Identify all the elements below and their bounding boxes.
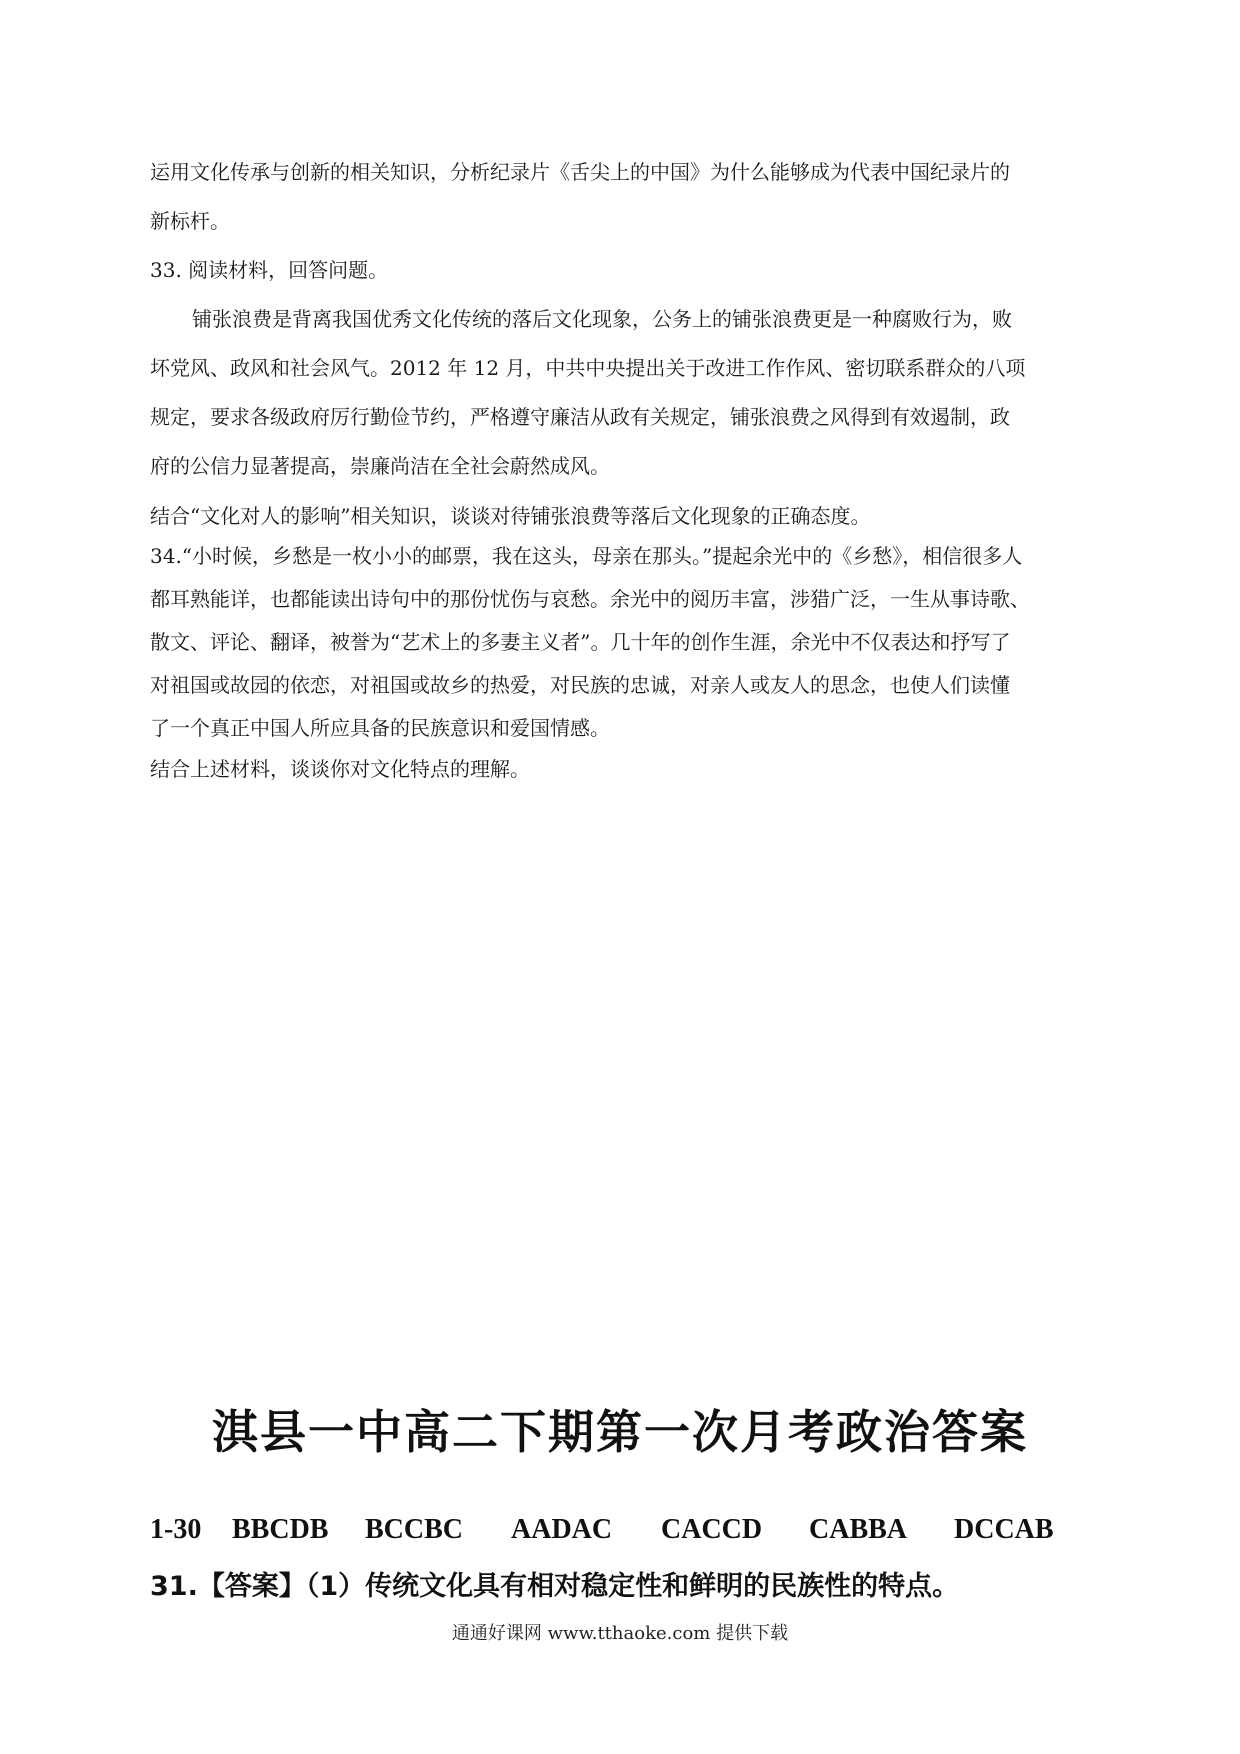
body-line-7: 府的公信力显著提高，崇廉尚洁在全社会蔚然成风。 xyxy=(150,454,610,478)
body-line-6: 规定，要求各级政府厉行勤俭节约，严格遵守廉洁从政有关规定，铺张浪费之风得到有效遏制，政 xyxy=(150,405,1010,429)
question-34-line-5: 了一个真正中国人所应具备的民族意识和爱国情感。 xyxy=(150,716,610,740)
body-line-2: 新标杆。 xyxy=(150,209,230,233)
question-33-prompt: 结合“文化对人的影响”相关知识，谈谈对待铺张浪费等落后文化现象的正确态度。 xyxy=(150,504,871,528)
mc-answer-group: BBCDB xyxy=(232,1514,329,1545)
multiple-choice-answers xyxy=(150,1512,1100,1548)
question-34-line-1: 34.“小时候，乡愁是一枚小小的邮票，我在这头，母亲在那头。”提起余光中的《乡愁》，相信很多人 xyxy=(150,544,1023,568)
question-34-prompt: 结合上述材料，谈谈你对文化特点的理解。 xyxy=(150,757,530,781)
mc-answer-group: AADAC xyxy=(511,1514,613,1545)
page-footer: 通通好课网 www.tthaoke.com 提供下载 xyxy=(451,1623,789,1644)
question-34-line-3: 散文、评论、翻译，被誉为“艺术上的多妻主义者”。几十年的创作生涯，余光中不仅表达和抒写了 xyxy=(150,630,1011,654)
answer-31: 31.【答案】（1）传统文化具有相对稳定性和鲜明的民族性的特点。 xyxy=(150,1571,960,1602)
mc-range-label: 1-30 xyxy=(150,1514,202,1545)
body-line-4: 铺张浪费是背离我国优秀文化传统的落后文化现象，公务上的铺张浪费更是一种腐败行为，败 xyxy=(192,307,1012,331)
mc-answer-group: CABBA xyxy=(809,1514,908,1545)
mc-answer-group: DCCAB xyxy=(954,1514,1054,1545)
body-line-1: 运用文化传承与创新的相关知识，分析纪录片《舌尖上的中国》为什么能够成为代表中国纪录片的 xyxy=(150,160,1010,184)
answer-key-title: 淇县一中高二下期第一次月考政治答案 xyxy=(212,1405,1028,1459)
question-34-line-4: 对祖国或故园的依恋，对祖国或故乡的热爱，对民族的忠诚，对亲人或友人的思念，也使人们读懂 xyxy=(150,673,1010,697)
mc-answer-group: BCCBC xyxy=(365,1514,464,1545)
mc-answer-group: CACCD xyxy=(661,1514,763,1545)
question-34-line-2: 都耳熟能详，也都能读出诗句中的那份忧伤与哀愁。余光中的阅历丰富，涉猎广泛，一生从事诗歌、 xyxy=(150,587,1030,611)
question-33-heading: 33. 阅读材料，回答问题。 xyxy=(150,258,389,282)
body-line-5: 坏党风、政风和社会风气。2012 年 12 月，中共中央提出关于改进工作作风、密切联系群众的八项 xyxy=(150,356,1026,380)
